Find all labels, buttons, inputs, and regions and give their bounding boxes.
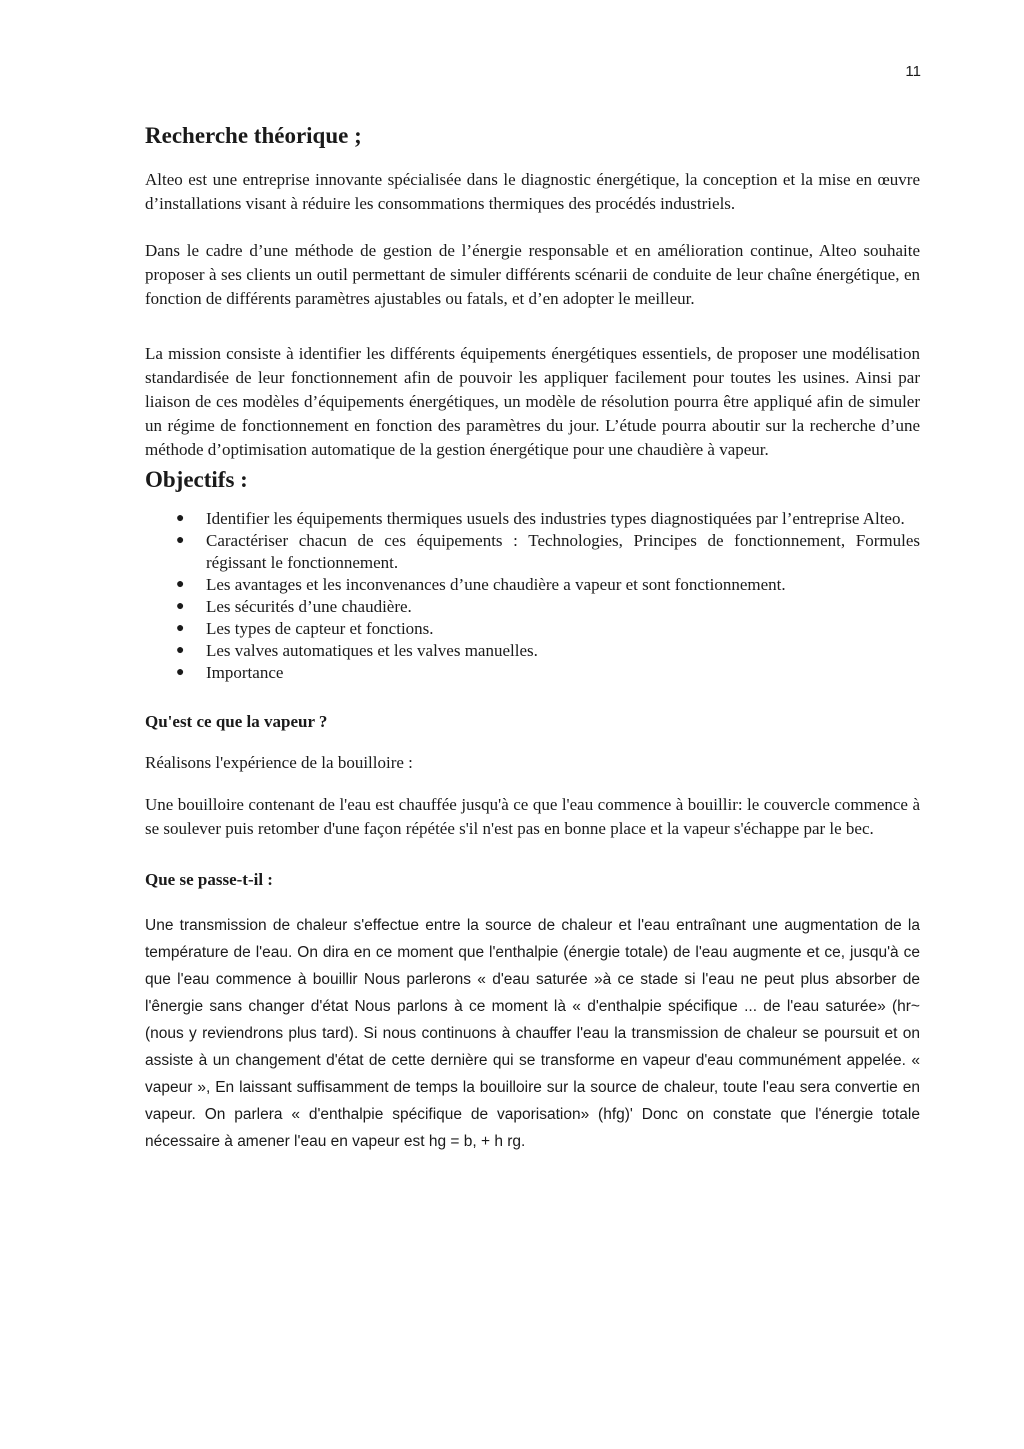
section-title-objectifs: Objectifs : [145,467,248,492]
objectives-list [145,508,920,684]
list-item: ● Les avantages et les inconvenances d’une chaudière a vapeur et sont fonctionnement. [176,575,786,594]
bullet-icon: ● [176,599,185,614]
list-item: ● Caractériser chacun de ces équipements : Technologies, Principes de fonctionnement, Formules régissant le fonctionnement. [176,531,920,572]
bullet-icon: ● [176,665,185,680]
paragraph-transmission-chaleur: Une transmission de chaleur s'effectue entre la source de chaleur et l'eau entraînant une augmentation de la température de l'eau. On dira en ce moment que l'enthalpie (énergie totale) de l'eau augmente et ce, jusqu'à ce que l'eau commence à bouillir Nous parlerons « d'eau saturée »à ce stade si l'eau ne peut plus absorber de l'ênergie sans changer d'état Nous parlons à ce moment là « d'enthalpie spécifique ... de l'eau saturée» (hr~ (nous y reviendrons plus tard). Si nous continuons à chauffer l'eau la transmission de chaleur se poursuit et on assiste à un changement d'état de cette dernière qui se transforme en vapeur d'eau communément appelée. « vapeur », En laissant suffisamment de temps la bouilloire sur la source de chaleur, toute l'eau sera convertie en vapeur. On parlera « d'enthalpie spécifique de vaporisation» (hfg)' Donc on constate que l'énergie totale nécessaire à amener l'eau en vapeur est hg = b, + h rg. [145,917,920,1150]
list-item: ● Les sécurités d’une chaudière. [176,597,412,616]
page-number: 11 [905,63,921,80]
subheading-que-se-passe: Que se passe-t-il : [145,870,273,889]
paragraph-experience: Réalisons l'expérience de la bouilloire : [145,753,413,772]
list-item: ● Identifier les équipements thermiques usuels des industries types diagnostiquées par l’entreprise Alteo. [176,509,905,528]
list-item: ● Les valves automatiques et les valves manuelles. [176,641,538,660]
paragraph-gestion-energie: Dans le cadre d’une méthode de gestion de l’énergie responsable et en amélioration continue, Alteo souhaite proposer à ses clients un outil permettant de simuler différents scénarii de conduite de leur chaîne énergétique, en fonction de différents paramètres ajustables ou fatals, et d’en adopter le meilleur. [145,241,920,308]
subheading-vapeur: Qu'est ce que la vapeur ? [145,712,328,731]
bullet-icon: ● [176,533,185,548]
bullet-icon: ● [176,643,185,658]
paragraph-bouilloire: Une bouilloire contenant de l'eau est chauffée jusqu'à ce que l'eau commence à bouillir: le couvercle commence à se soulever puis retomber d'une façon répétée s'il n'est pas en bonne place et la vapeur s'échappe par le bec. [145,795,920,838]
list-item: ● Les types de capteur et fonctions. [176,619,434,638]
paragraph-alteo-intro: Alteo est une entreprise innovante spécialisée dans le diagnostic énergétique, la conception et la mise en œuvre d’installations visant à réduire les consommations thermiques des procédés industriels. [145,170,920,213]
paragraph-mission: La mission consiste à identifier les différents équipements énergétiques essentiels, de proposer une modélisation standardisée de leur fonctionnement afin de pouvoir les appliquer facilement pour toutes les usines. Ainsi par liaison de ces modèles d’équipements énergétiques, un modèle de résolution pourra être appliqué afin de simuler un régime de fonctionnement en fonction des paramètres du jour. L’étude pourra aboutir sur la recherche d’une méthode d’optimisation automatique de la gestion énergétique pour une chaudière à vapeur. [145,344,920,459]
document-body [145,118,920,1155]
bullet-icon: ● [176,511,185,526]
section-title-recherche: Recherche théorique ; [145,123,362,148]
bullet-icon: ● [176,577,185,592]
bullet-icon: ● [176,621,185,636]
list-item: ● Importance [176,663,284,682]
